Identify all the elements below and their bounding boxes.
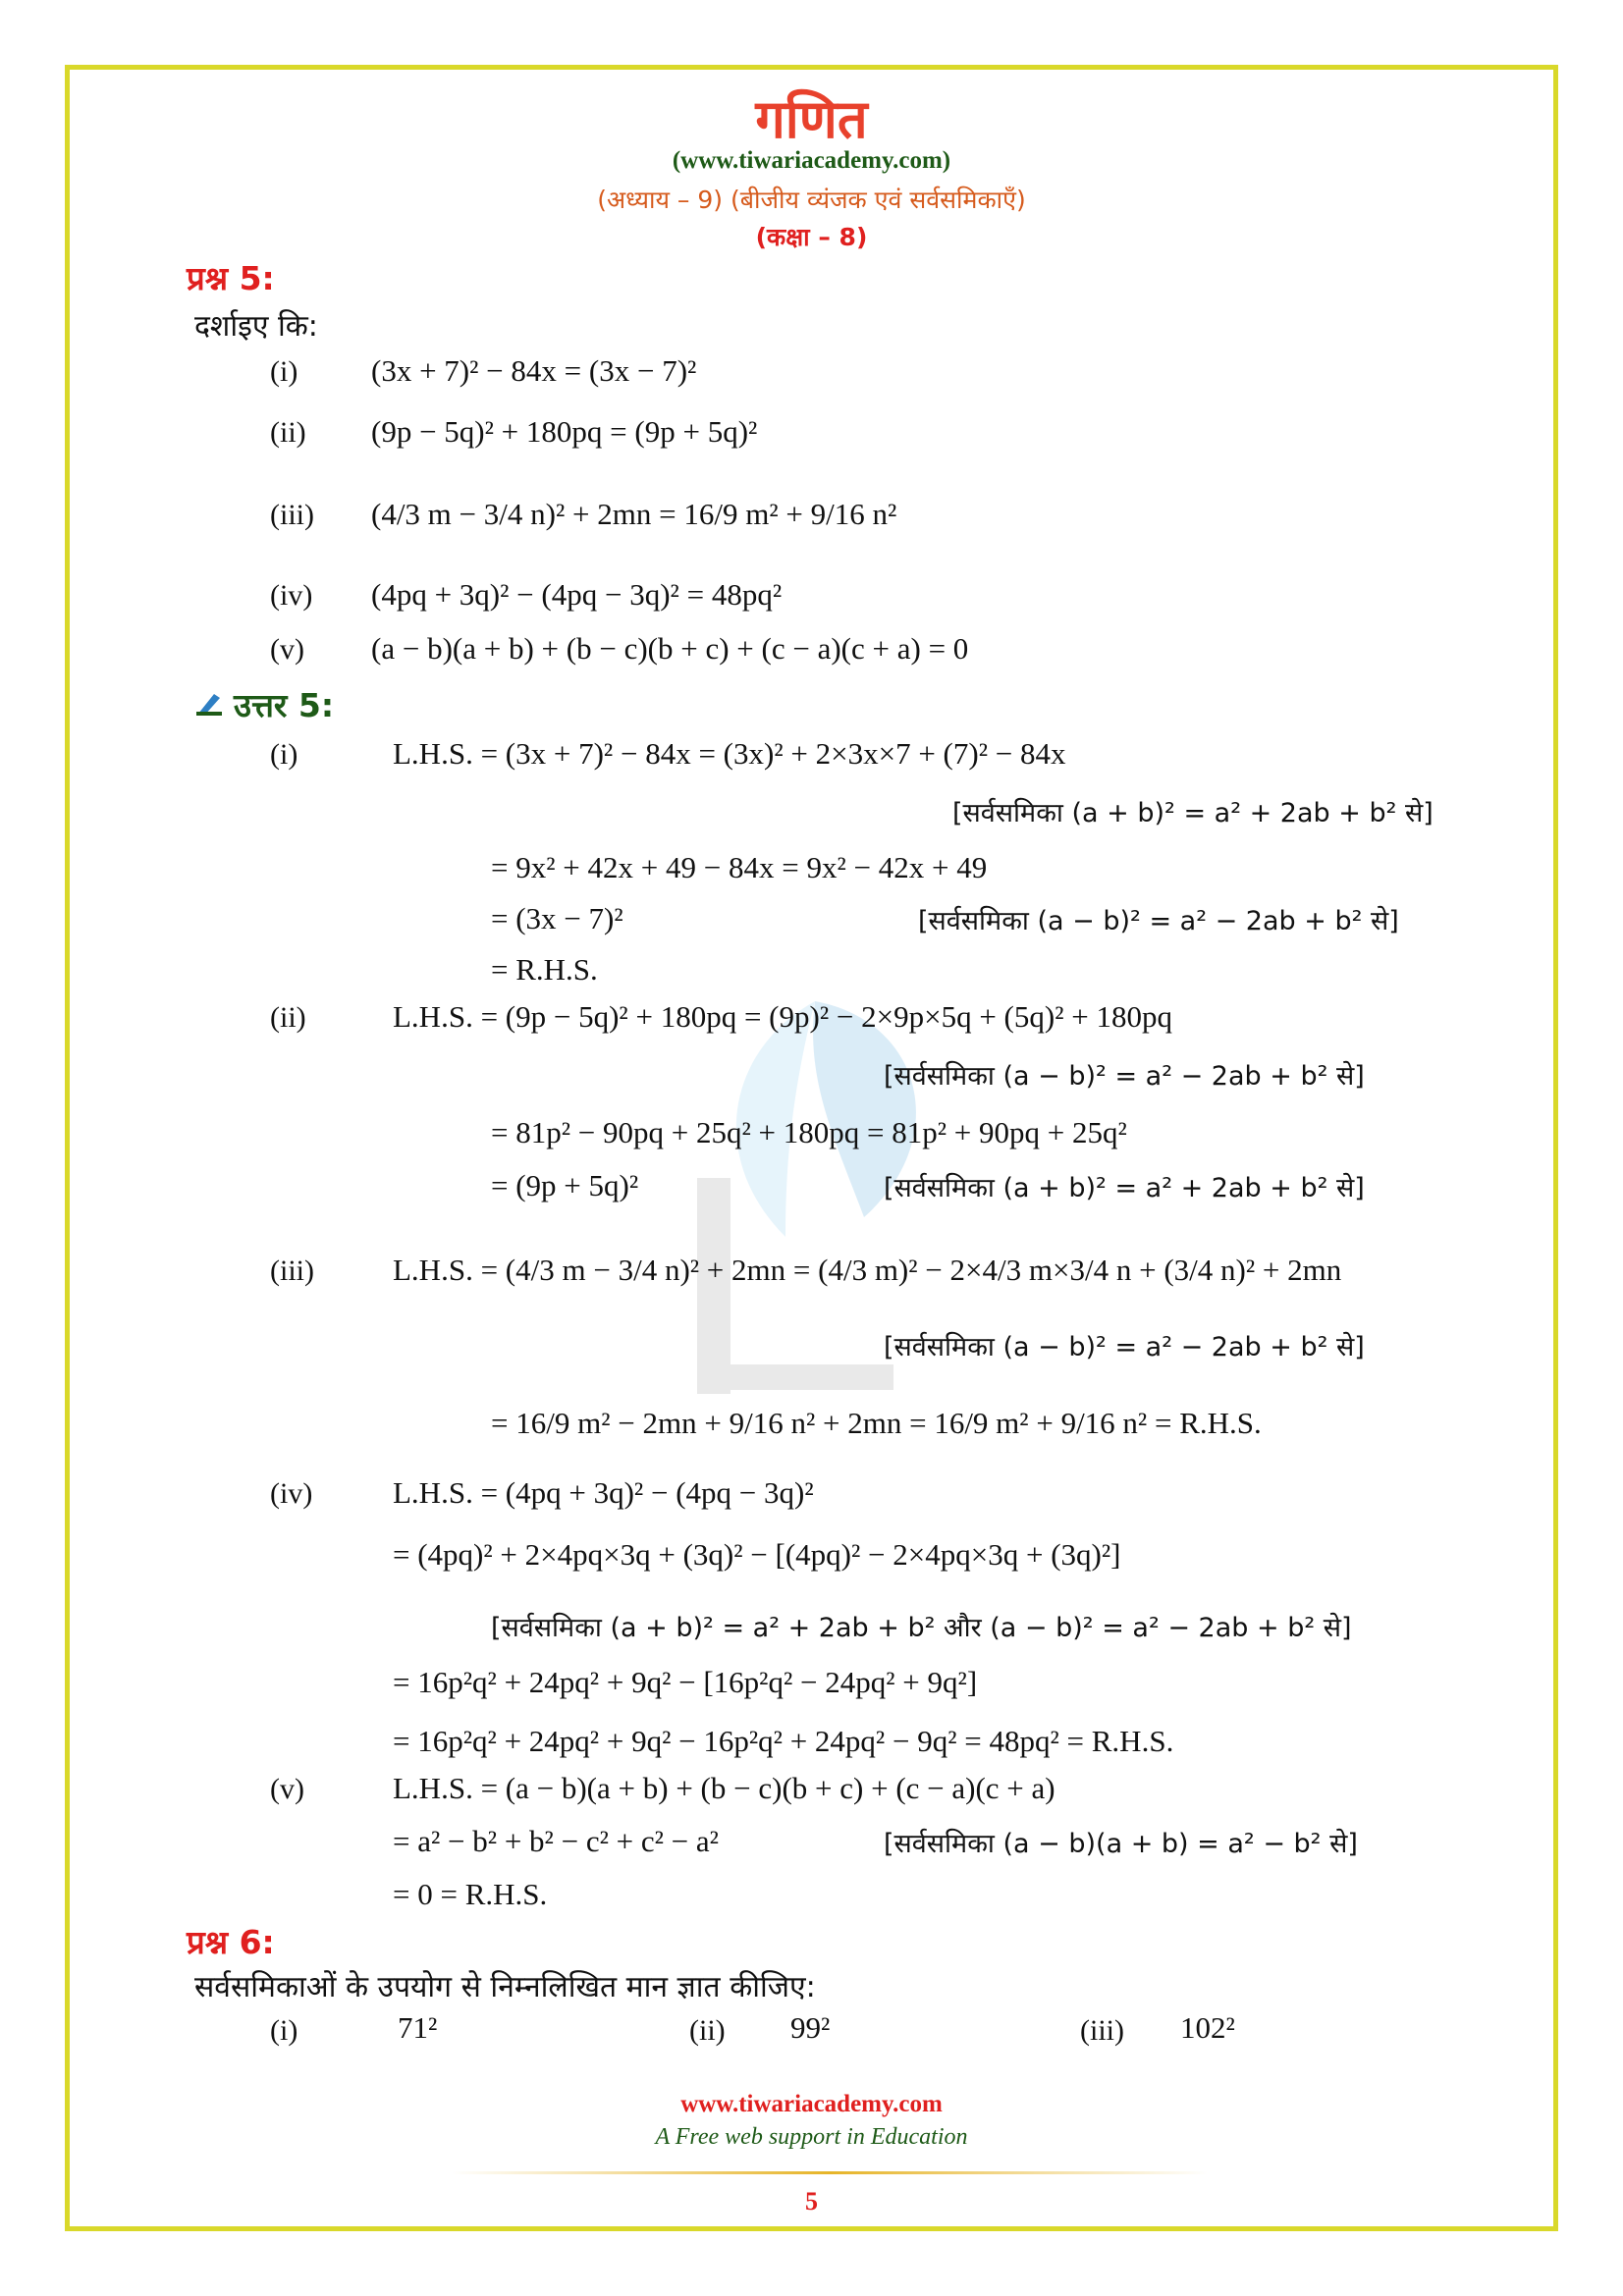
q5-item-iv-num: (iv) [270,579,313,612]
answer-5-heading: उत्तर 5: [234,686,335,724]
tiwari-pen-icon [194,690,226,718]
a5-v-num: (v) [270,1773,304,1805]
footer-tagline: A Free web support in Education [655,2124,968,2150]
q6-item-ii-num: (ii) [689,2014,726,2047]
footer-divider [452,2171,1208,2174]
q5-item-iv-expr: (4pq + 3q)² − (4pq − 3q)² = 48pq² [371,577,783,612]
chapter-title: (अध्याय – 9) (बीजीय व्यंजक एवं सर्वसमिकाएँ) [597,186,1026,214]
a5-ii-line4: = (9p + 5q)² [491,1168,639,1202]
a5-ii-line3: = 81p² − 90pq + 25q² + 180pq = 81p² + 90pq + 25q² [491,1115,1127,1149]
q6-item-i-num: (i) [270,2014,298,2047]
a5-ii-line1: L.H.S. = (9p − 5q)² + 180pq = (9p)² − 2×9p×5q + (5q)² + 180pq [393,999,1172,1034]
q5-item-i-num: (i) [270,355,298,388]
a5-ii-identity-1: [सर्वसमिका (a − b)² = a² − 2ab + b² से] [884,1061,1365,1092]
a5-iii-identity: [सर्वसमिका (a − b)² = a² − 2ab + b² से] [884,1332,1365,1362]
a5-i-line3: = 9x² + 42x + 49 − 84x = 9x² − 42x + 49 [491,850,988,884]
q6-item-iii-expr: 102² [1180,2010,1235,2045]
a5-i-line5: = R.H.S. [491,952,598,987]
a5-iii-line3: = 16/9 m² − 2mn + 9/16 n² + 2mn = 16/9 m² + 9/16 n² = R.H.S. [491,1406,1262,1440]
a5-i-num: (i) [270,738,298,771]
header-site-link[interactable]: (www.tiwariacademy.com) [672,147,951,174]
q5-item-v-num: (v) [270,633,304,666]
a5-i-line1: L.H.S. = (3x + 7)² − 84x = (3x)² + 2×3x×7 + (7)² − 84x [393,736,1066,771]
a5-v-line2: = a² − b² + b² − c² + c² − a² [393,1824,719,1858]
page-number: 5 [805,2187,818,2216]
q6-item-iii-num: (iii) [1080,2014,1124,2047]
a5-i-line4: = (3x − 7)² [491,901,623,935]
a5-v-line1: L.H.S. = (a − b)(a + b) + (b − c)(b + c) + (c − a)(c + a) [393,1771,1055,1805]
question-6-intro: सर्वसमिकाओं के उपयोग से निम्नलिखित मान ज्ञात कीजिए: [194,1970,816,2004]
a5-iv-num: (iv) [270,1477,313,1510]
q5-item-v-expr: (a − b)(a + b) + (b − c)(b + c) + (c − a)(c + a) = 0 [371,631,969,666]
a5-iv-line2: = (4pq)² + 2×4pq×3q + (3q)² − [(4pq)² − 2×4pq×3q + (3q)²] [393,1537,1121,1572]
a5-iv-line1: L.H.S. = (4pq + 3q)² − (4pq − 3q)² [393,1475,814,1510]
page-title: गणित [755,88,868,150]
q5-item-iii-num: (iii) [270,499,314,531]
a5-i-identity-2: [सर्वसमिका (a − b)² = a² − 2ab + b² से] [918,906,1399,936]
class-label: (कक्षा – 8) [755,223,868,251]
q5-item-ii-expr: (9p − 5q)² + 180pq = (9p + 5q)² [371,414,758,449]
a5-iii-line1: L.H.S. = (4/3 m − 3/4 n)² + 2mn = (4/3 m)² − 2×4/3 m×3/4 n + (3/4 n)² + 2mn [393,1253,1342,1287]
a5-v-line3: = 0 = R.H.S. [393,1877,548,1911]
footer-site-link[interactable]: www.tiwariacademy.com [680,2091,943,2117]
a5-v-identity: [सर्वसमिका (a − b)(a + b) = a² − b² से] [884,1829,1358,1859]
a5-ii-identity-2: [सर्वसमिका (a + b)² = a² + 2ab + b² से] [884,1173,1365,1203]
question-5-intro: दर्शाइए कि: [194,309,318,344]
q6-item-ii-expr: 99² [790,2010,831,2045]
q5-item-ii-num: (ii) [270,416,306,449]
question-6-heading: प्रश्न 6: [187,1923,275,1961]
q5-item-iii-expr: (4/3 m − 3/4 n)² + 2mn = 16/9 m² + 9/16 n² [371,497,897,531]
q6-item-i-expr: 71² [398,2010,438,2045]
a5-iv-line4: = 16p²q² + 24pq² + 9q² − [16p²q² − 24pq² + 9q²] [393,1665,978,1699]
question-5-heading: प्रश्न 5: [187,259,275,297]
a5-iv-identity: [सर्वसमिका (a + b)² = a² + 2ab + b² और (a − b)² = a² − 2ab + b² से] [491,1613,1352,1643]
q5-item-i-expr: (3x + 7)² − 84x = (3x − 7)² [371,353,697,388]
a5-iv-line5: = 16p²q² + 24pq² + 9q² − 16p²q² + 24pq² − 9q² = 48pq² = R.H.S. [393,1724,1174,1758]
a5-ii-num: (ii) [270,1001,306,1034]
a5-iii-num: (iii) [270,1255,314,1287]
a5-i-identity-1: [सर्वसमिका (a + b)² = a² + 2ab + b² से] [952,798,1434,828]
